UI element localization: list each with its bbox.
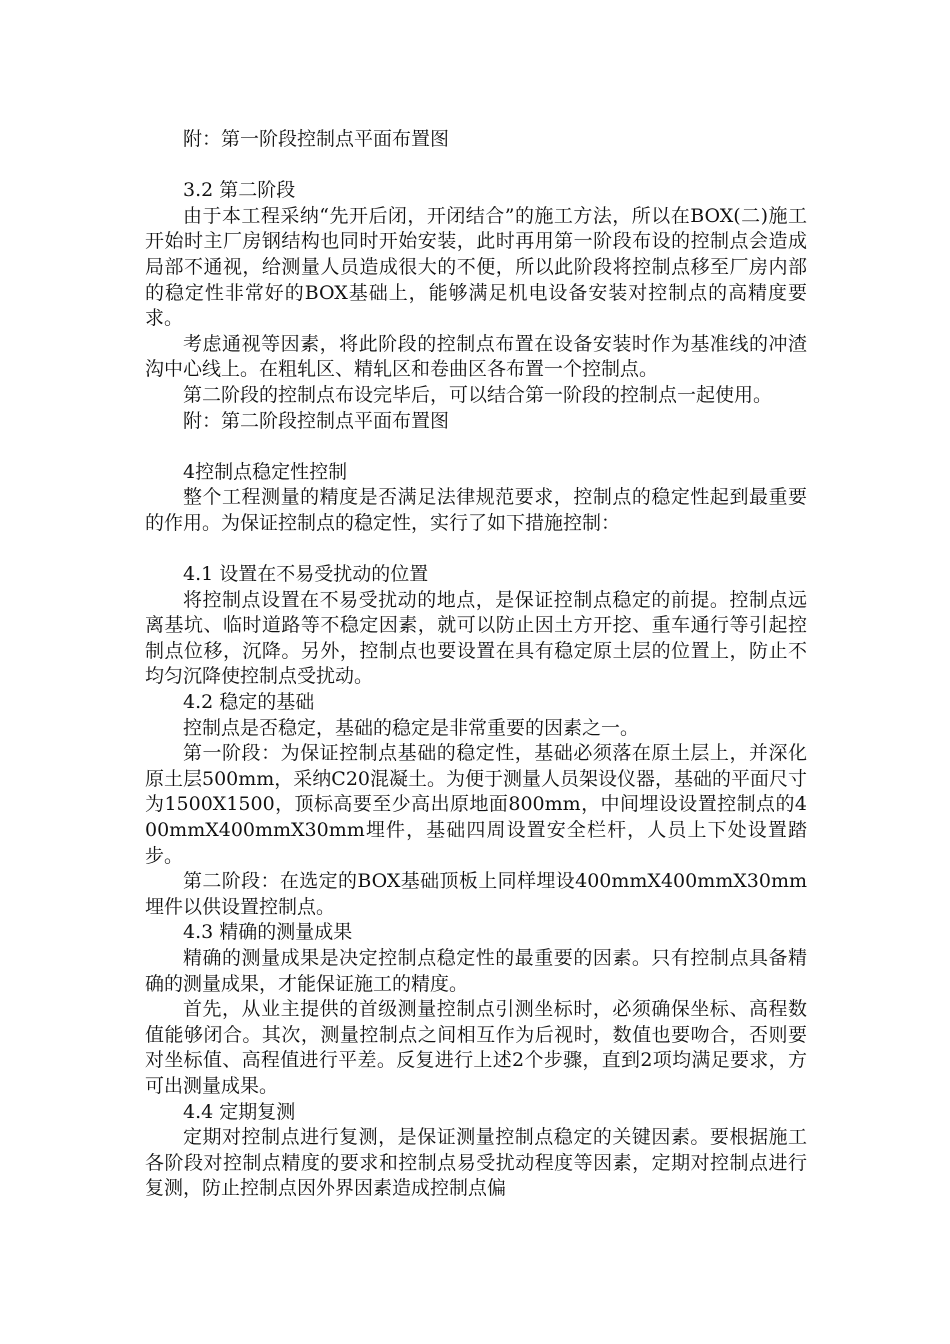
heading-3-2: 3.2 第二阶段 <box>183 179 296 202</box>
heading-4-4: 4.4 定期复测 <box>183 1100 296 1123</box>
blank-line <box>145 537 807 563</box>
heading-4: 4控制点稳定性控制 <box>183 460 348 483</box>
caption-stage-two-layout: 附：第二阶段控制点平面布置图 <box>183 409 450 432</box>
caption-stage-one-layout: 附：第一阶段控制点平面布置图 <box>183 128 450 150</box>
paragraph: 精确的测量成果是决定控制点稳定性的最重要的因素。只有控制点具备精确的测量成果，才能保证施工的精度。 <box>145 947 807 995</box>
heading-4-1: 4.1 设置在不易受扰动的位置 <box>183 563 429 586</box>
paragraph: 整个工程测量的精度是否满足法律规范要求，控制点的稳定性起到最重要的作用。为保证控制点的稳定性，实行了如下措施控制： <box>145 486 807 534</box>
paragraph: 首先，从业主提供的首级测量控制点引测坐标时，必须确保坐标、高程数值能够闭合。其次，测量控制点之间相互作为后视时，数值也要吻合，否则要对坐标值、高程值进行平差。反复进行上述2个步骤，直到2项均满足要求，方可出测量成果。 <box>145 998 807 1097</box>
paragraph: 控制点是否稳定，基础的稳定是非常重要的因素之一。 <box>183 716 640 739</box>
paragraph: 由于本工程采纳“先开后闭，开闭结合”的施工方法，所以在BOX(二)施工开始时主厂房钢结构也同时开始安装，此时再用第一阶段布设的控制点会造成局部不通视，给测量人员造成很大的不便，所以此阶段将控制点移至厂房内部的稳定性非常好的BOX基础上，能够满足机电设备安装对控制点的高精度要求。 <box>145 204 807 330</box>
heading-4-3: 4.3 精确的测量成果 <box>183 921 353 944</box>
blank-line <box>145 434 807 460</box>
paragraph: 定期对控制点进行复测，是保证测量控制点稳定的关键因素。要根据施工各阶段对控制点精度的要求和控制点易受扰动程度等因素，定期对控制点进行复测，防止控制点因外界因素造成控制点偏 <box>145 1126 807 1200</box>
paragraph: 将控制点设置在不易受扰动的地点，是保证控制点稳定的前提。控制点远离基坑、临时道路等不稳定因素，就可以防止因土方开挖、重车通行等引起控制点位移，沉降。另外，控制点也要设置在具有稳定原土层的位置上，防止不均匀沉降使控制点受扰动。 <box>145 588 807 688</box>
heading-4-2: 4.2 稳定的基础 <box>183 691 315 714</box>
document-body <box>145 127 807 1202</box>
blank-line <box>145 153 807 179</box>
paragraph: 第二阶段的控制点布设完毕后，可以结合第一阶段的控制点一起使用。 <box>183 383 773 406</box>
paragraph: 第一阶段：为保证控制点基础的稳定性，基础必须落在原土层上，并深化原土层500mm，采纳C20混凝土。为便于测量人员架设仪器，基础的平面尺寸为1500X1500，顶标高要至少高出原地面800mm，中间埋设设置控制点的400mmX400mmX30mm埋件，基础四周设置安全栏杆，人员上下处设置踏步。 <box>145 742 808 867</box>
paragraph: 考虑通视等因素，将此阶段的控制点布置在设备安装时作为基准线的冲渣沟中心线上。在粗轧区、精轧区和卷曲区各布置一个控制点。 <box>145 332 807 381</box>
paragraph: 第二阶段：在选定的BOX基础顶板上同样埋设400mmX400mmX30mm埋件以供设置控制点。 <box>145 870 807 918</box>
